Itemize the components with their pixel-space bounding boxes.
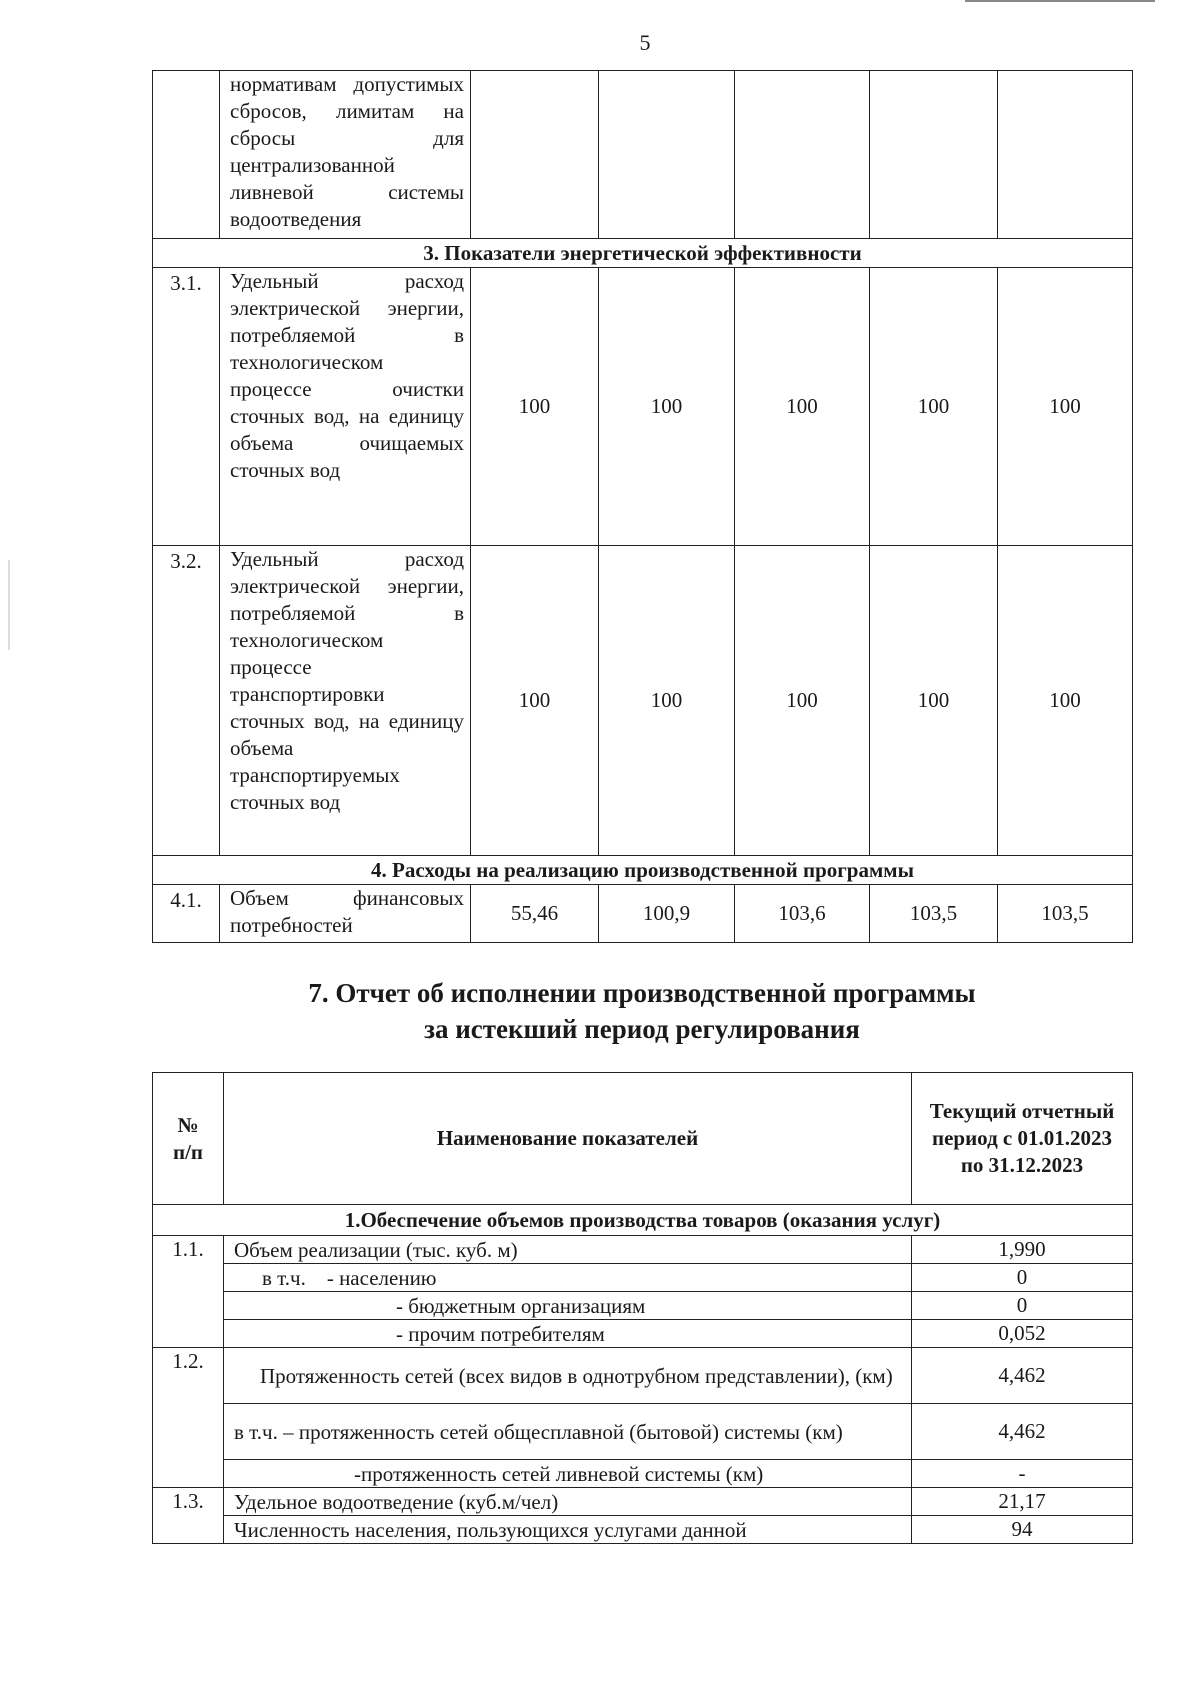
indicator-name-cell: Численность населения, пользующихся услугами данной — [224, 1516, 912, 1544]
value-cell: 100 — [870, 546, 998, 856]
table-row — [153, 546, 1133, 856]
table-row — [153, 1264, 1133, 1292]
column-header-name: Наименование показателей — [224, 1073, 912, 1205]
value-cell: 94 — [912, 1516, 1133, 1544]
value-cell: 100 — [599, 268, 735, 546]
section-title: 3. Показатели энергетической эффективности — [153, 239, 1133, 268]
indicators-table — [152, 70, 1133, 943]
value-cell: - — [912, 1460, 1133, 1488]
value-cell: 1,990 — [912, 1236, 1133, 1264]
value-cell: 100 — [870, 268, 998, 546]
value-cell: 4,462 — [912, 1404, 1133, 1460]
value-cell: 21,17 — [912, 1488, 1133, 1516]
value-cell: 103,5 — [870, 885, 998, 943]
value-cell — [471, 71, 599, 239]
indicator-name-cell: нормативам допустимых сбросов, лимитам на сбросы для централизованной ливневой системы водоотведения — [220, 71, 471, 239]
value-cell: 100 — [471, 546, 599, 856]
table-row — [153, 1404, 1133, 1460]
report-table — [152, 1072, 1133, 1544]
table-row — [153, 885, 1133, 943]
indicator-name-cell: в т.ч. - населению — [224, 1264, 912, 1292]
table-row — [153, 71, 1133, 239]
page-number: 5 — [639, 30, 651, 55]
indicator-name-cell: Объем финансовых потребностей — [220, 885, 471, 943]
row-number-cell: 4.1. — [153, 885, 220, 943]
indicator-name-cell: Удельный расход электрической энергии, потребляемой в технологическом процессе очистки сточных вод, на единицу объема очищаемых сточных вод — [220, 268, 471, 546]
indicator-name-cell: Удельное водоотведение (куб.м/чел) — [224, 1488, 912, 1516]
value-cell: 100 — [998, 268, 1133, 546]
value-cell — [870, 71, 998, 239]
column-header-number: № п/п — [153, 1073, 224, 1205]
section-header-row — [153, 856, 1133, 885]
indicator-name-cell: Удельный расход электрической энергии, потребляемой в технологическом процессе транспортировки сточных вод, на единицу объема транспортируемых сточных вод — [220, 546, 471, 856]
value-cell: 100 — [471, 268, 599, 546]
value-cell: 55,46 — [471, 885, 599, 943]
value-cell: 0 — [912, 1292, 1133, 1320]
table-row — [153, 1488, 1133, 1516]
value-cell — [599, 71, 735, 239]
row-number-cell: 1.3. — [153, 1488, 224, 1544]
row-number-cell: 1.1. — [153, 1236, 224, 1348]
value-cell: 100 — [998, 546, 1133, 856]
indicator-name-cell: Протяженность сетей (всех видов в однотрубном представлении), (км) — [224, 1348, 912, 1404]
row-number-cell: 3.1. — [153, 268, 220, 546]
section-title: 1.Обеспечение объемов производства товаров (оказания услуг) — [153, 1205, 1133, 1236]
section-heading — [152, 975, 1132, 1047]
table-row — [153, 268, 1133, 546]
column-header-period: Текущий отчетный период с 01.01.2023 по 31.12.2023 — [912, 1073, 1133, 1205]
section-title: 4. Расходы на реализацию производственной программы — [153, 856, 1133, 885]
value-cell: 100,9 — [599, 885, 735, 943]
value-cell: 100 — [735, 268, 870, 546]
indicator-name-cell: - прочим потребителям — [224, 1320, 912, 1348]
value-cell: 0,052 — [912, 1320, 1133, 1348]
table-row — [153, 1348, 1133, 1404]
section-heading-line: 7. Отчет об исполнении производственной программы — [308, 978, 976, 1008]
scan-edge-mark — [965, 0, 1155, 2]
scan-edge-mark — [8, 560, 10, 650]
indicator-name-cell: Объем реализации (тыс. куб. м) — [224, 1236, 912, 1264]
indicator-name-cell: - бюджетным организациям — [224, 1292, 912, 1320]
value-cell — [998, 71, 1133, 239]
section-header-row — [153, 239, 1133, 268]
row-number-cell — [153, 71, 220, 239]
indicator-name-cell: в т.ч. – протяженность сетей общесплавной (бытовой) системы (км) — [224, 1404, 912, 1460]
table-row — [153, 1320, 1133, 1348]
table-row — [153, 1292, 1133, 1320]
table-row — [153, 1236, 1133, 1264]
value-cell: 0 — [912, 1264, 1133, 1292]
row-number-cell: 1.2. — [153, 1348, 224, 1488]
row-number-cell: 3.2. — [153, 546, 220, 856]
value-cell: 103,6 — [735, 885, 870, 943]
table-row — [153, 1460, 1133, 1488]
value-cell: 4,462 — [912, 1348, 1133, 1404]
header-row — [153, 1073, 1133, 1205]
value-cell — [735, 71, 870, 239]
section-heading-line: за истекший период регулирования — [424, 1014, 860, 1044]
indicator-name-cell: -протяженность сетей ливневой системы (км) — [224, 1460, 912, 1488]
value-cell: 100 — [599, 546, 735, 856]
value-cell: 100 — [735, 546, 870, 856]
value-cell: 103,5 — [998, 885, 1133, 943]
table-row — [153, 1516, 1133, 1544]
section-header-row — [153, 1205, 1133, 1236]
